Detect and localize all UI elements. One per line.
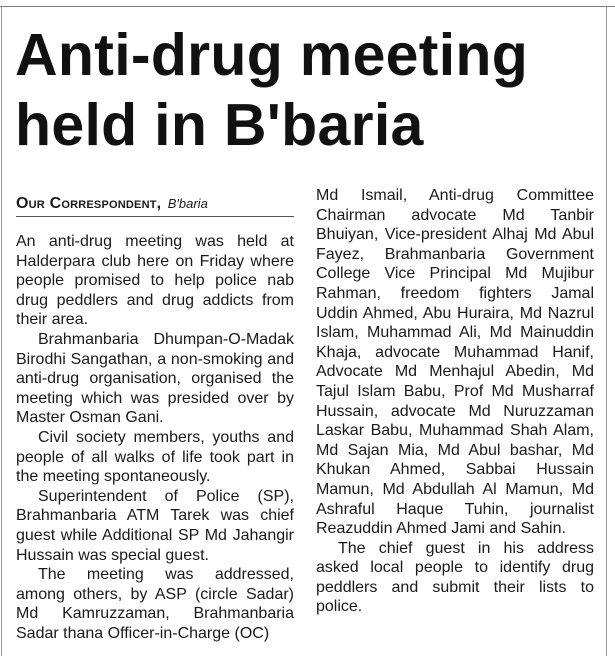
paragraph: The meeting was addressed, among others, by ASP (circle Sadar) Md Kamruzzaman, Brahmanbaria Sadar thana Officer-in-Charge (OC) (16, 566, 294, 642)
headline-line-1: Anti-drug meeting (15, 22, 529, 88)
headline-line-2: held in B'baria (15, 92, 424, 158)
paragraph: Civil society members, youths and people of all walks of life took part in the meeting spontaneously. (16, 428, 294, 486)
byline (16, 194, 294, 217)
article-column-left (16, 194, 294, 643)
article-column-right (316, 186, 594, 617)
byline-author: Our Correspondent, (16, 195, 162, 212)
headline (15, 20, 600, 160)
top-border-rule (0, 6, 615, 7)
right-border-rule (606, 6, 607, 656)
paragraph: Superintendent of Police (SP), Brahmanbaria ATM Tarek was chief guest while Additional SP Md Jahangir Hussain was special guest. (16, 487, 294, 564)
left-border-rule (1, 6, 2, 656)
paragraph: An anti-drug meeting was held at Halderpara club here on Friday where people promised to help police nab drug peddlers and drug addicts from their area. (16, 233, 294, 329)
paragraph: Brahmanbaria Dhumpan-O-Madak Birodhi Sangathan, a non-smoking and anti-drug organisation, organised the meeting which was presided over by Master Osman Gani. (16, 330, 294, 427)
paragraph: The chief guest in his address asked local people to identify drug peddlers and submit their lists to police. (316, 539, 594, 616)
paragraph: Md Ismail, Anti-drug Committee Chairman advocate Md Tanbir Bhuiyan, Vice-president Alhaj Md Abul Fayez, Brahmanbaria Government College Vice Principal Md Mujibur Rahman, freedom fighters Jamal Uddin Ahmed, Abu Huraira, Md Nazrul Islam, Muhammad Ali, Md Mainuddin Khaja, advocate Muhammad Hanif, Advocate Md Menhajul Abedin, Md Tajul Islam Babu, Prof Md Musharraf Hussain, advocate Md Nuruzzaman Laskar Babu, Muhammad Shah Alam, Md Sajan Mia, Md Abul bashar, Md Khukan Ahmed, Sabbai Hussain Mamun, Md Abdullah Al Mamun, Md Ashraful Haque Tuhin, journalist Reazuddin Ahmed Jami and Sahin. (316, 187, 594, 538)
byline-location: B'baria (167, 196, 208, 211)
